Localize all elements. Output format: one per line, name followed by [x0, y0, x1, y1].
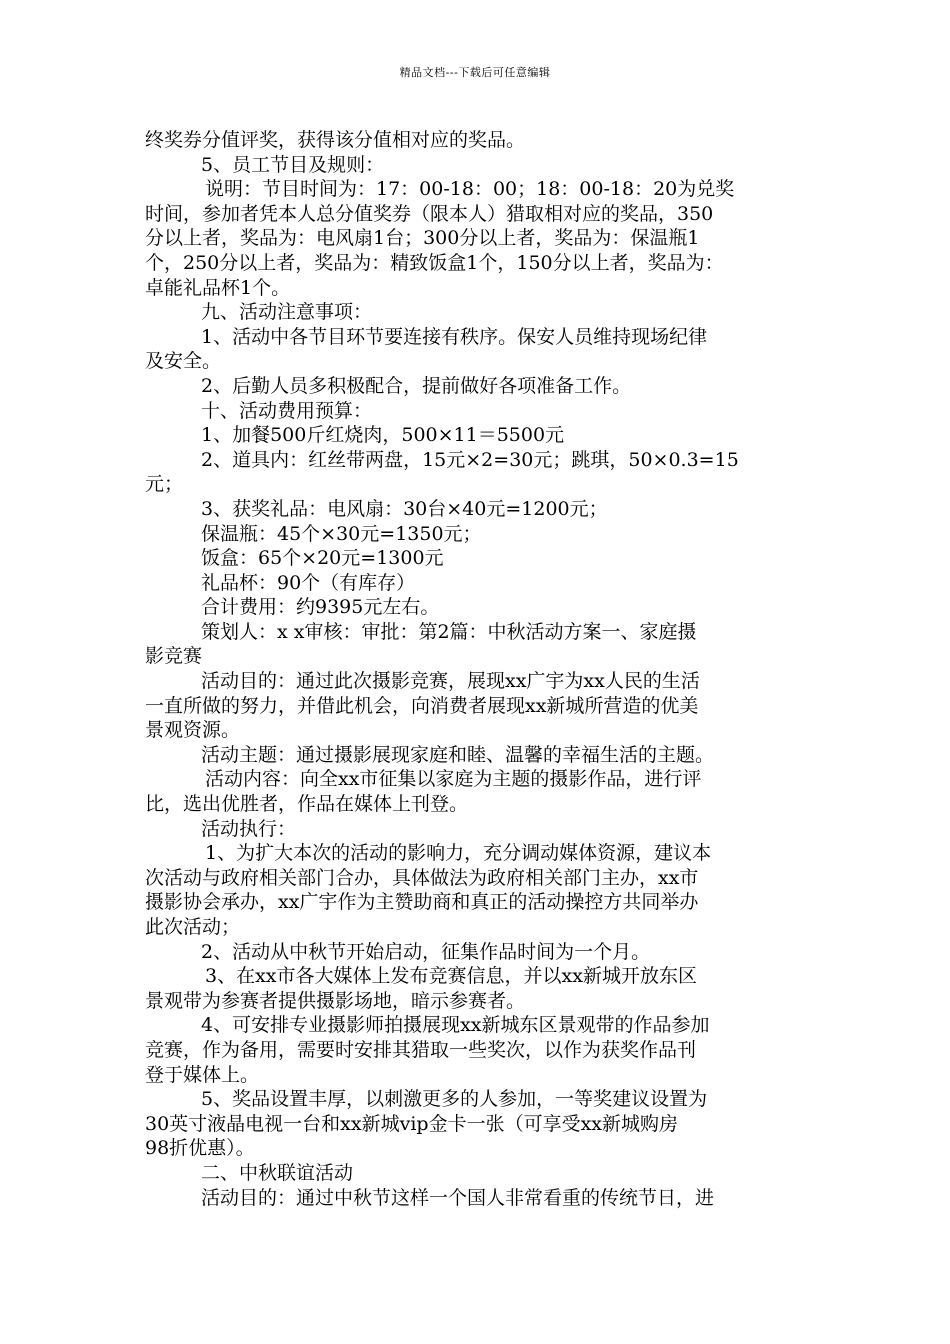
- text-line: 98折优惠）。: [145, 1137, 255, 1160]
- text-line: 次活动与政府相关部门合办，具体做法为政府相关部门主办，xx市: [145, 866, 699, 889]
- text-line: 30英寸液晶电视一台和xx新城vip金卡一张（可享受xx新城购房: [145, 1112, 679, 1135]
- text-line: 保温瓶：45个×30元=1350元；: [201, 522, 482, 545]
- text-line: 礼品杯：90个（有库存）: [201, 571, 416, 594]
- text-line: 活动主题：通过摄影展现家庭和睦、温馨的幸福生活的主题。: [201, 743, 715, 766]
- text-line: 饭盒：65个×20元=1300元: [201, 547, 444, 570]
- text-line: 个，250分以上者，奖品为：精致饭盒1个，150分以上者，奖品为：: [145, 251, 724, 274]
- text-line: 活动目的：通过中秋节这样一个国人非常看重的传统节日，进: [201, 1186, 715, 1209]
- text-line: 5、员工节目及规则：: [201, 153, 385, 176]
- text-line: 策划人：x x审核：审批：第2篇：中秋活动方案一、家庭摄: [201, 620, 697, 643]
- text-line: 1、为扩大本次的活动的影响力，充分调动媒体资源，建议本: [205, 842, 712, 865]
- text-line: 活动执行：: [201, 817, 297, 840]
- text-line: 九、活动注意事项：: [201, 301, 373, 324]
- text-line: 时间，参加者凭本人总分值奖券（限本人）猎取相对应的奖品，350: [145, 202, 714, 225]
- text-line: 1、活动中各节目环节要连接有秩序。保安人员维持现场纪律: [201, 325, 708, 348]
- text-line: 竞赛，作为备用，需要时安排其猎取一些奖次，以作为获奖作品刊: [145, 1038, 697, 1061]
- text-line: 3、在xx市各大媒体上发布竞赛信息，并以xx新城开放东区: [205, 965, 697, 988]
- text-line: 登于媒体上。: [145, 1063, 260, 1086]
- text-line: 比，选出优胜者，作品在媒体上刊登。: [145, 793, 469, 816]
- text-line: 分以上者，奖品为：电风扇1台；300分以上者，奖品为：保温瓶1: [145, 227, 700, 250]
- text-line: 合计费用：约9395元左右。: [201, 596, 440, 619]
- text-line: 说明：节目时间为：17：00-18：00；18：00-18：20为兑奖: [205, 178, 735, 201]
- document-body: [145, 128, 813, 1210]
- text-line: 终奖券分值评奖，获得该分值相对应的奖品。: [145, 129, 526, 151]
- text-line: 二、中秋联谊活动: [201, 1161, 354, 1184]
- text-line: 一直所做的努力，并借此机会，向消费者展现xx新城所营造的优美: [145, 694, 699, 717]
- text-line: 2、活动从中秋节开始启动，征集作品时间为一个月。: [201, 940, 651, 963]
- text-line: 3、获奖礼品：电风扇：30台×40元=1200元；: [201, 497, 608, 520]
- text-line: 元；: [145, 473, 184, 496]
- text-line: 景观带为参赛者提供摄影场地，暗示参赛者。: [145, 989, 526, 1012]
- text-line: 2、道具内：红丝带两盘，15元×2=30元；跳琪，50×0.3=15: [201, 448, 739, 471]
- text-line: 5、奖品设置丰厚，以刺激更多的人参加，一等奖建议设置为: [201, 1088, 708, 1111]
- text-line: 活动目的：通过此次摄影竞赛，展现xx广宇为xx人民的生活: [201, 670, 700, 693]
- text-line: 十、活动费用预算：: [201, 399, 373, 422]
- text-line: 2、后勤人员多积极配合，提前做好各项准备工作。: [201, 374, 632, 397]
- text-line: 卓能礼品杯1个。: [145, 276, 291, 299]
- text-line: 摄影协会承办，xx广宇作为主赞助商和真正的活动操控方共同举办: [145, 891, 699, 914]
- text-line: 活动内容：向全xx市征集以家庭为主题的摄影作品，进行评: [205, 768, 702, 791]
- text-line: 4、可安排专业摄影师拍摄展现xx新城东区景观带的作品参加: [201, 1014, 710, 1037]
- page-header: 精品文档---下载后可任意编辑: [399, 66, 551, 79]
- text-line: 此次活动；: [145, 916, 241, 938]
- text-line: 1、加餐500斤红烧肉，500×11＝5500元: [201, 424, 565, 447]
- text-line: 及安全。: [145, 350, 222, 373]
- text-line: 影竞赛: [145, 645, 203, 668]
- text-line: 景观资源。: [145, 719, 241, 742]
